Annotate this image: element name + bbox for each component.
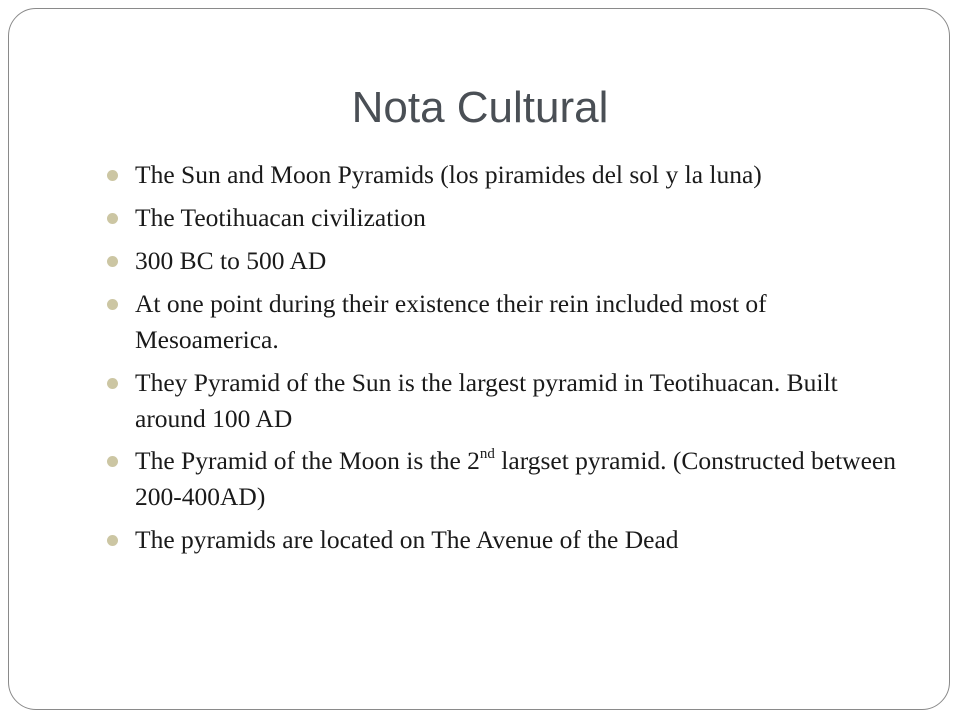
bullet-text: [135, 446, 896, 511]
slide-title: Nota Cultural: [351, 83, 609, 132]
ordinal-superscript: nd: [479, 445, 495, 462]
bullet-icon: [107, 256, 118, 267]
bullet-item: [106, 365, 906, 437]
bullet-icon: [107, 170, 118, 181]
bullet-icon: [107, 456, 118, 467]
bullet-text-part: largset pyramid. (Constructed between 200-400AD): [135, 446, 896, 511]
bullet-item: [106, 200, 906, 236]
bullet-icon: [107, 535, 118, 546]
bullet-item: [106, 157, 906, 193]
bullet-text: The Teotihuacan civilization: [135, 203, 426, 232]
bullet-text: The pyramids are located on The Avenue of the Dead: [135, 524, 679, 554]
bullet-text: At one point during their existence their rein included most of Mesoamerica.: [135, 289, 767, 354]
bullet-icon: [107, 378, 118, 389]
bullet-text: 300 BC to 500 AD: [135, 246, 327, 275]
bullet-item: [106, 443, 906, 515]
bullet-text: The Sun and Moon Pyramids (los piramides del sol y la luna): [135, 160, 762, 189]
bullet-text: They Pyramid of the Sun is the largest pyramid in Teotihuacan. Built around 100 AD: [135, 367, 838, 433]
bullet-item: [106, 286, 906, 358]
bullet-icon: [107, 299, 118, 310]
bullet-icon: [107, 213, 118, 224]
bullet-item: [106, 243, 906, 279]
bullet-list: [106, 157, 906, 565]
bullet-text-part: The Pyramid of the Moon is the 2: [135, 446, 480, 475]
bullet-item: [106, 522, 906, 558]
